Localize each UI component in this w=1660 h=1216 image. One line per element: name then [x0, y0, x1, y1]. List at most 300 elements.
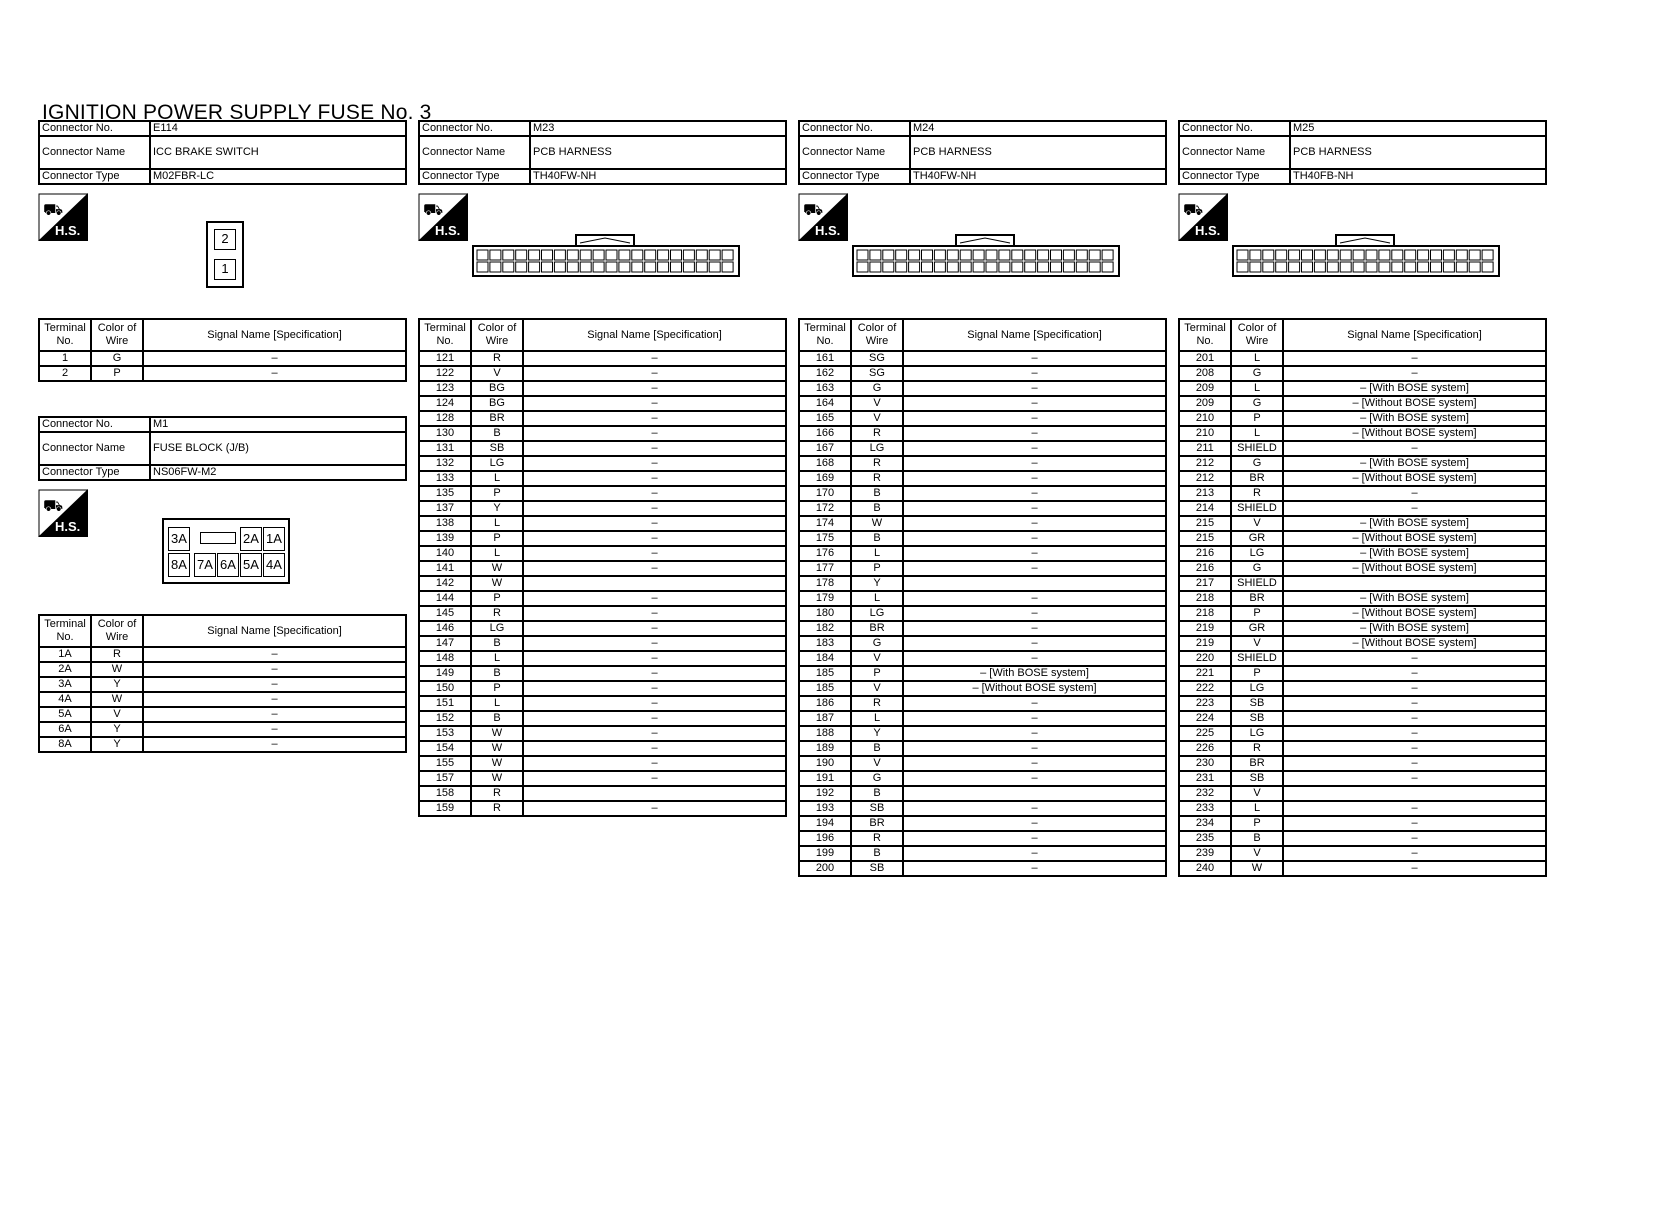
table-row — [799, 786, 1166, 801]
signal-cell: – — [523, 486, 786, 501]
color-cell: B — [1231, 831, 1283, 846]
terminal-cell: 200 — [799, 861, 851, 876]
pin-cell — [986, 250, 997, 260]
signal-cell: – [Without BOSE system] — [1283, 426, 1546, 441]
pin-cell — [1431, 262, 1442, 272]
signal-cell: – — [143, 707, 406, 722]
connector-name-value: PCB HARNESS — [530, 136, 786, 169]
table-row — [419, 636, 786, 651]
color-cell: V — [851, 681, 903, 696]
terminal-cell: 122 — [419, 366, 471, 381]
terminal-cell: 185 — [799, 666, 851, 681]
terminal-cell: 2 — [39, 366, 91, 381]
pin-cell — [1379, 250, 1390, 260]
signal-header: Signal Name [Specification] — [143, 319, 406, 351]
color-cell: P — [91, 366, 143, 381]
connector-info-table — [1178, 120, 1547, 185]
table-row — [799, 366, 1166, 381]
signal-cell: – — [1283, 846, 1546, 861]
pin-cell — [645, 250, 656, 260]
table-row — [419, 711, 786, 726]
terminal-cell: 190 — [799, 756, 851, 771]
terminal-cell: 239 — [1179, 846, 1231, 861]
pin-cell — [1038, 262, 1049, 272]
signal-cell: – — [143, 737, 406, 752]
connector-type-label: Connector Type — [1179, 169, 1290, 184]
color-cell: V — [851, 756, 903, 771]
table-row — [799, 396, 1166, 411]
table-row — [799, 531, 1166, 546]
terminal-cell: 161 — [799, 351, 851, 366]
connector-m25-diagram — [1232, 233, 1500, 279]
pin-cell — [580, 262, 591, 272]
connector-type-value: M02FBR-LC — [150, 169, 406, 184]
pin-cell — [1012, 262, 1023, 272]
color-cell: R — [851, 831, 903, 846]
table-row — [1179, 861, 1546, 876]
table-row — [1179, 561, 1546, 576]
pin-cell — [934, 262, 945, 272]
terminal-cell: 8A — [39, 737, 91, 752]
color-cell: L — [1231, 351, 1283, 366]
table-row — [419, 561, 786, 576]
terminal-cell: 216 — [1179, 561, 1231, 576]
table-row — [419, 651, 786, 666]
color-cell: R — [91, 647, 143, 662]
signal-cell — [903, 786, 1166, 801]
pin-cell — [1366, 250, 1377, 260]
color-cell: SHIELD — [1231, 576, 1283, 591]
signal-cell: – — [523, 651, 786, 666]
table-row — [419, 471, 786, 486]
terminal-cell: 148 — [419, 651, 471, 666]
signal-cell: – [With BOSE system] — [1283, 621, 1546, 636]
table-row — [1179, 411, 1546, 426]
color-cell: LG — [851, 606, 903, 621]
table-row — [419, 576, 786, 591]
pin-cell — [1469, 262, 1480, 272]
table-row — [39, 677, 406, 692]
terminal-cell: 162 — [799, 366, 851, 381]
terminal-cell: 233 — [1179, 801, 1231, 816]
table-row — [799, 696, 1166, 711]
table-row — [1179, 846, 1546, 861]
terminal-cell: 183 — [799, 636, 851, 651]
terminal-cell: 201 — [1179, 351, 1231, 366]
color-cell: L — [471, 696, 523, 711]
pin-cell — [1250, 250, 1261, 260]
table-row — [39, 662, 406, 677]
terminal-cell: 226 — [1179, 741, 1231, 756]
pin-cell — [1076, 262, 1087, 272]
pin-cell — [1418, 262, 1429, 272]
pin-cell — [1431, 250, 1442, 260]
signal-cell: – — [1283, 681, 1546, 696]
terminal-cell: 151 — [419, 696, 471, 711]
table-row — [1179, 546, 1546, 561]
pin-cell — [619, 250, 630, 260]
table-row — [1179, 831, 1546, 846]
color-cell: P — [1231, 666, 1283, 681]
signal-cell: – — [523, 381, 786, 396]
table-row — [1179, 606, 1546, 621]
color-cell: R — [471, 786, 523, 801]
pin-cell — [1051, 250, 1062, 260]
terminal-cell: 182 — [799, 621, 851, 636]
terminal-cell: 3A — [39, 677, 91, 692]
terminal-cell: 153 — [419, 726, 471, 741]
connector-name-value: PCB HARNESS — [910, 136, 1166, 169]
signal-cell: – — [903, 546, 1166, 561]
terminal-cell: 123 — [419, 381, 471, 396]
color-cell: B — [471, 666, 523, 681]
terminal-cell: 150 — [419, 681, 471, 696]
pin-cell — [999, 262, 1010, 272]
pin-cell — [896, 250, 907, 260]
signal-cell: – — [903, 396, 1166, 411]
table-row — [1179, 696, 1546, 711]
terminal-cell: 138 — [419, 516, 471, 531]
signal-cell: – — [903, 846, 1166, 861]
signal-cell: – — [903, 486, 1166, 501]
signal-cell: – — [903, 861, 1166, 876]
pin-cell — [696, 250, 707, 260]
signal-cell: – — [903, 531, 1166, 546]
table-row — [1179, 426, 1546, 441]
pin-cell — [1063, 262, 1074, 272]
table-row — [799, 441, 1166, 456]
connector-m25-column — [1178, 120, 1547, 185]
signal-cell: – — [523, 351, 786, 366]
table-row — [419, 771, 786, 786]
pin-cell — [1392, 262, 1403, 272]
table-row — [1179, 801, 1546, 816]
table-row — [419, 681, 786, 696]
color-header: Color of Wire — [91, 319, 143, 351]
signal-cell: – — [903, 606, 1166, 621]
color-cell: W — [471, 756, 523, 771]
table-row — [419, 351, 786, 366]
pin-cell — [1102, 262, 1113, 272]
terminal-cell: 174 — [799, 516, 851, 531]
terminal-cell: 188 — [799, 726, 851, 741]
color-cell: V — [1231, 846, 1283, 861]
connector-name-label: Connector Name — [419, 136, 530, 169]
table-row — [799, 471, 1166, 486]
terminal-header: Terminal No. — [799, 319, 851, 351]
terminal-cell: 212 — [1179, 456, 1231, 471]
signal-cell: – — [523, 681, 786, 696]
signal-cell: – — [523, 756, 786, 771]
connector-m23-column — [418, 120, 787, 185]
harness-side-icon — [38, 489, 88, 537]
signal-cell: – — [523, 621, 786, 636]
svg-text:⛟: ⛟ — [43, 200, 64, 219]
pin-cell — [960, 262, 971, 272]
pin-cell — [1340, 250, 1351, 260]
pin-cell — [934, 250, 945, 260]
signal-header: Signal Name [Specification] — [903, 319, 1166, 351]
terminal-table-m25 — [1178, 318, 1547, 877]
terminal-table-e114 — [38, 318, 407, 382]
terminal-cell: 180 — [799, 606, 851, 621]
terminal-cell: 159 — [419, 801, 471, 816]
color-cell: L — [851, 591, 903, 606]
color-cell: SB — [1231, 696, 1283, 711]
pin-cell — [645, 262, 656, 272]
signal-cell: – — [523, 531, 786, 546]
terminal-cell: 211 — [1179, 441, 1231, 456]
color-cell: Y — [471, 501, 523, 516]
table-row — [1179, 456, 1546, 471]
color-cell: V — [471, 366, 523, 381]
color-cell: BR — [1231, 591, 1283, 606]
terminal-cell: 142 — [419, 576, 471, 591]
table-row — [419, 501, 786, 516]
color-cell: Y — [851, 576, 903, 591]
pin-cell — [722, 262, 733, 272]
terminal-cell: 193 — [799, 801, 851, 816]
svg-text:⛟: ⛟ — [1183, 200, 1204, 219]
terminal-cell: 214 — [1179, 501, 1231, 516]
signal-cell: – — [903, 651, 1166, 666]
signal-header: Signal Name [Specification] — [1283, 319, 1546, 351]
table-row — [419, 741, 786, 756]
signal-cell: – — [1283, 696, 1546, 711]
color-cell: G — [851, 636, 903, 651]
signal-cell: – — [523, 516, 786, 531]
connector-name-label: Connector Name — [799, 136, 910, 169]
terminal-cell: 146 — [419, 621, 471, 636]
hs-label: H.S. — [55, 223, 81, 238]
connector-m1-diagram — [162, 518, 290, 584]
terminal-cell: 176 — [799, 546, 851, 561]
table-row — [1179, 681, 1546, 696]
table-row — [419, 441, 786, 456]
table-row — [1179, 816, 1546, 831]
color-cell: R — [851, 426, 903, 441]
color-cell: BG — [471, 396, 523, 411]
color-cell: L — [1231, 426, 1283, 441]
terminal-cell: 175 — [799, 531, 851, 546]
color-cell: BR — [851, 621, 903, 636]
pin-cell — [1443, 262, 1454, 272]
table-row — [799, 351, 1166, 366]
table-row — [799, 741, 1166, 756]
table-row — [799, 651, 1166, 666]
signal-cell: – [Without BOSE system] — [903, 681, 1166, 696]
connector-type-label: Connector Type — [39, 169, 150, 184]
pin-cell: 3A — [168, 527, 190, 551]
terminal-cell: 222 — [1179, 681, 1231, 696]
terminal-cell: 191 — [799, 771, 851, 786]
connector-no-value: M23 — [530, 121, 786, 136]
terminal-cell: 4A — [39, 692, 91, 707]
signal-cell: – — [1283, 831, 1546, 846]
color-cell: W — [851, 516, 903, 531]
pin-cell — [909, 262, 920, 272]
signal-cell: – — [903, 366, 1166, 381]
color-cell: G — [1231, 456, 1283, 471]
terminal-cell: 155 — [419, 756, 471, 771]
color-cell: LG — [1231, 546, 1283, 561]
pin-cell — [477, 262, 488, 272]
connector-no-label: Connector No. — [39, 121, 150, 136]
terminal-cell: 121 — [419, 351, 471, 366]
color-cell: B — [851, 501, 903, 516]
pin-cell — [1353, 250, 1364, 260]
table-row — [419, 546, 786, 561]
table-row — [419, 486, 786, 501]
pin-cell — [1102, 250, 1113, 260]
harness-side-icon — [798, 193, 848, 241]
table-row — [419, 381, 786, 396]
connector-no-value: M24 — [910, 121, 1166, 136]
pin-cell — [1405, 262, 1416, 272]
color-cell: L — [471, 651, 523, 666]
color-cell: W — [471, 576, 523, 591]
harness-side-icon — [38, 193, 88, 241]
pin-cell — [606, 262, 617, 272]
color-cell: G — [1231, 561, 1283, 576]
signal-cell — [523, 786, 786, 801]
color-cell: G — [91, 351, 143, 366]
pin-cell — [1289, 262, 1300, 272]
terminal-cell: 218 — [1179, 591, 1231, 606]
terminal-cell: 149 — [419, 666, 471, 681]
pin-cell — [709, 262, 720, 272]
color-cell: L — [1231, 801, 1283, 816]
signal-cell: – — [903, 801, 1166, 816]
signal-cell: – [Without BOSE system] — [1283, 471, 1546, 486]
color-cell: L — [851, 711, 903, 726]
signal-cell: – — [523, 366, 786, 381]
color-cell: P — [471, 591, 523, 606]
table-row — [1179, 786, 1546, 801]
table-row — [799, 636, 1166, 651]
terminal-cell: 1 — [39, 351, 91, 366]
color-cell: B — [471, 711, 523, 726]
svg-text:⛟: ⛟ — [803, 200, 824, 219]
signal-cell: – — [903, 636, 1166, 651]
table-row — [1179, 366, 1546, 381]
pin-cell — [1482, 262, 1493, 272]
signal-header: Signal Name [Specification] — [523, 319, 786, 351]
signal-cell: – [With BOSE system] — [903, 666, 1166, 681]
pin-cell — [1314, 250, 1325, 260]
color-cell: P — [1231, 816, 1283, 831]
terminal-cell: 167 — [799, 441, 851, 456]
table-row — [39, 692, 406, 707]
color-cell: SB — [851, 861, 903, 876]
terminal-cell: 216 — [1179, 546, 1231, 561]
pin-cell — [1340, 262, 1351, 272]
lock-tab — [200, 532, 236, 544]
signal-cell: – — [523, 636, 786, 651]
terminal-cell: 131 — [419, 441, 471, 456]
pin-cell — [554, 262, 565, 272]
pin-cell — [529, 262, 540, 272]
signal-cell: – — [1283, 666, 1546, 681]
pin-cell — [1076, 250, 1087, 260]
color-cell: V — [851, 651, 903, 666]
pin-cell — [542, 250, 553, 260]
pin-cell — [922, 262, 933, 272]
terminal-cell: 220 — [1179, 651, 1231, 666]
terminal-cell: 166 — [799, 426, 851, 441]
connector-type-value: TH40FW-NH — [530, 169, 786, 184]
pin-cell: 6A — [217, 553, 239, 577]
table-row — [1179, 726, 1546, 741]
table-row — [419, 396, 786, 411]
pin-cell: 2A — [240, 527, 262, 551]
color-cell: B — [851, 846, 903, 861]
pin-cell — [883, 250, 894, 260]
terminal-cell: 221 — [1179, 666, 1231, 681]
connector-no-label: Connector No. — [1179, 121, 1290, 136]
signal-cell: – [With BOSE system] — [1283, 411, 1546, 426]
signal-cell: – — [1283, 816, 1546, 831]
table-row — [39, 722, 406, 737]
color-cell: BR — [1231, 471, 1283, 486]
pin-cell — [1469, 250, 1480, 260]
color-cell: W — [471, 561, 523, 576]
pin-cell — [1443, 250, 1454, 260]
pin-cell — [1327, 250, 1338, 260]
terminal-cell: 232 — [1179, 786, 1231, 801]
signal-cell: – — [523, 606, 786, 621]
terminal-cell: 152 — [419, 711, 471, 726]
table-row — [799, 681, 1166, 696]
color-header: Color of Wire — [91, 615, 143, 647]
color-cell: Y — [91, 722, 143, 737]
color-cell: R — [1231, 486, 1283, 501]
color-cell: P — [851, 666, 903, 681]
pin-cell: 5A — [240, 553, 262, 577]
signal-cell: – [Without BOSE system] — [1283, 396, 1546, 411]
pin-cell — [1276, 262, 1287, 272]
table-row — [1179, 516, 1546, 531]
signal-cell: – — [903, 351, 1166, 366]
signal-cell — [1283, 786, 1546, 801]
color-cell: G — [851, 381, 903, 396]
signal-cell: – — [1283, 351, 1546, 366]
terminal-header: Terminal No. — [39, 319, 91, 351]
connector-name-value: ICC BRAKE SWITCH — [150, 136, 406, 169]
table-row — [1179, 576, 1546, 591]
table-row — [799, 516, 1166, 531]
signal-cell: – — [523, 696, 786, 711]
connector-no-label: Connector No. — [39, 417, 150, 432]
signal-header: Signal Name [Specification] — [143, 615, 406, 647]
color-cell: V — [1231, 516, 1283, 531]
table-row — [799, 561, 1166, 576]
connector-m24-column — [798, 120, 1167, 185]
signal-cell: – — [903, 561, 1166, 576]
color-cell: R — [471, 606, 523, 621]
signal-cell: – — [903, 456, 1166, 471]
signal-cell: – — [1283, 486, 1546, 501]
connector-no-value: M1 — [150, 417, 406, 432]
signal-cell: – — [143, 351, 406, 366]
connector-type-value: TH40FB-NH — [1290, 169, 1546, 184]
terminal-cell: 158 — [419, 786, 471, 801]
terminal-cell: 132 — [419, 456, 471, 471]
signal-cell: – [Without BOSE system] — [1283, 561, 1546, 576]
table-row — [1179, 381, 1546, 396]
table-row — [799, 591, 1166, 606]
color-cell: V — [1231, 636, 1283, 651]
